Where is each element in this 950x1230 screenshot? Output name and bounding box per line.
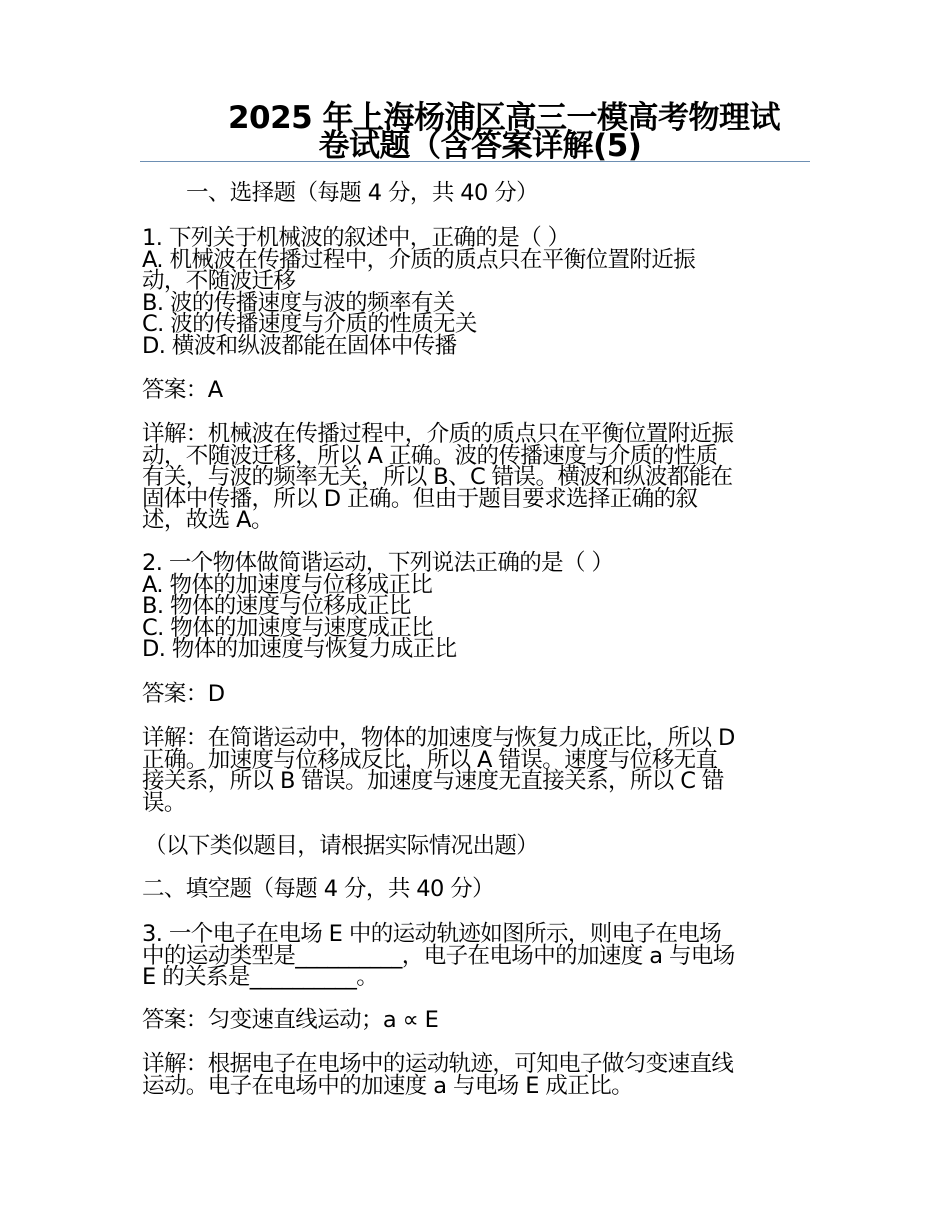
question-2-option-a: A. 物体的加速度与位移成正比 [142,571,433,598]
explanation-line: 运动。电子在电场中的加速度 a 与电场 E 成正比。 [142,1072,634,1099]
question-1-option-a: A. 机械波在传播过程中，介质的质点只在平衡位置附近振 [142,246,696,273]
question-3-stem-cont: 中的运动类型是__________，电子在电场中的加速度 a 与电场 [142,942,735,969]
question-2-option-c: C. 物体的加速度与速度成正比 [142,614,434,641]
question-2-stem: 2. 一个物体做简谐运动，下列说法正确的是（ ） [142,550,614,576]
title-line-2: 卷试题（含答案详解(5) [318,128,642,164]
question-2-option-b: B. 物体的速度与位移成正比 [142,593,411,619]
explanation-line: 述，故选 A。 [142,507,273,533]
question-1-option-b: B. 波的传播速度与波的频率有关 [142,289,455,316]
title-divider [140,161,810,162]
explanation-line: 固体中传播，所以 D 正确。但由于题目要求选择正确的叙 [142,485,698,512]
question-3 [142,921,812,990]
question-2-explanation [142,725,812,816]
explanation-line: 有关，与波的频率无关，所以 B、C 错误。横波和纵波都能在 [142,464,733,490]
title-line-1: 2025 年上海杨浦区高三一模高考物理试 [227,100,781,136]
explanation-line: 接关系，所以 B 错误。加速度与速度无直接关系，所以 C 错 [142,768,724,794]
explanation-line: 误。 [142,789,186,816]
question-1-option-a-cont: 动，不随波迁移 [142,268,296,294]
question-3-stem-cont: E 的关系是__________。 [142,964,379,990]
question-1-option-c: C. 波的传播速度与介质的性质无关 [142,311,477,337]
explanation-line: 详解：在简谐运动中，物体的加速度与恢复力成正比，所以 D [142,725,735,751]
question-3-answer: 答案：匀变速直线运动；a ∝ E [142,1007,439,1033]
question-1-option-d: D. 横波和纵波都能在固体中传播 [142,332,457,359]
explanation-line: 动，不随波迁移，所以 A 正确。波的传播速度与介质的性质 [142,442,718,469]
document-title [140,100,810,164]
question-1-stem: 1. 下列关于机械波的叙述中，正确的是（ ） [142,225,570,251]
explanation-line: 详解：根据电子在电场中的运动轨迹，可知电子做匀变速直线 [142,1051,734,1077]
section-heading-fill: 二、填空题（每题 4 分，共 40 分） [142,876,495,902]
question-2-option-d: D. 物体的加速度与恢复力成正比 [142,636,457,662]
question-1 [142,225,812,359]
explanation-line: 正确。加速度与位移成反比，所以 A 错误。速度与位移无直 [142,746,718,773]
question-3-stem: 3. 一个电子在电场 E 中的运动轨迹如图所示，则电子在电场 [142,921,722,947]
question-2-answer: 答案：D [142,681,225,707]
section-heading-choice: 一、选择题（每题 4 分，共 40 分） [186,180,539,206]
question-2 [142,550,812,662]
note-text: （以下类似题目，请根据实际情况出题） [144,833,539,859]
question-1-answer: 答案：A [142,377,223,403]
question-1-explanation [142,421,812,533]
question-3-explanation [142,1051,812,1099]
explanation-line: 详解：机械波在传播过程中，介质的质点只在平衡位置附近振 [142,421,734,447]
